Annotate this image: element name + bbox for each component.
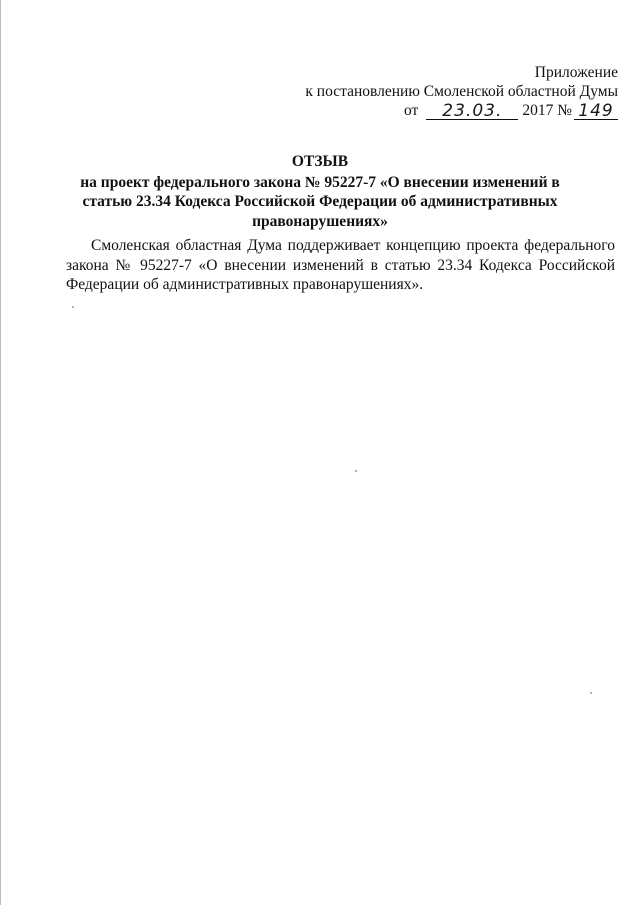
appendix-header (305, 63, 618, 120)
number-blank (574, 101, 618, 120)
handwritten-date: 23.03. (442, 101, 503, 121)
document-heading: ОТЗЫВ (291, 153, 349, 170)
scan-speck (590, 692, 592, 694)
year-text: 2017 № (522, 102, 572, 119)
appendix-title: Приложение (534, 64, 618, 81)
scan-speck (72, 306, 74, 308)
document-title (60, 152, 580, 231)
date-blank (426, 101, 518, 120)
scan-edge (0, 0, 1, 905)
document-subject: на проект федерального закона № 95227-7 «О внесении изменений в статью 23.34 Кодекса Российской Федерации об административных правонарушениях» (80, 173, 560, 230)
appendix-subtitle: к постановлению Смоленской областной Думы (305, 83, 618, 100)
scan-speck (355, 470, 357, 472)
date-prefix: от (404, 102, 419, 119)
handwritten-number: 149 (578, 101, 614, 121)
appendix-date-line (305, 101, 618, 120)
document-body: Смоленская областная Дума поддерживает концепцию проекта федерального закона № 95227-7 «О внесении изменений в статью 23.34 Кодекса Российской Федерации об административных правонарушениях». (66, 237, 615, 293)
